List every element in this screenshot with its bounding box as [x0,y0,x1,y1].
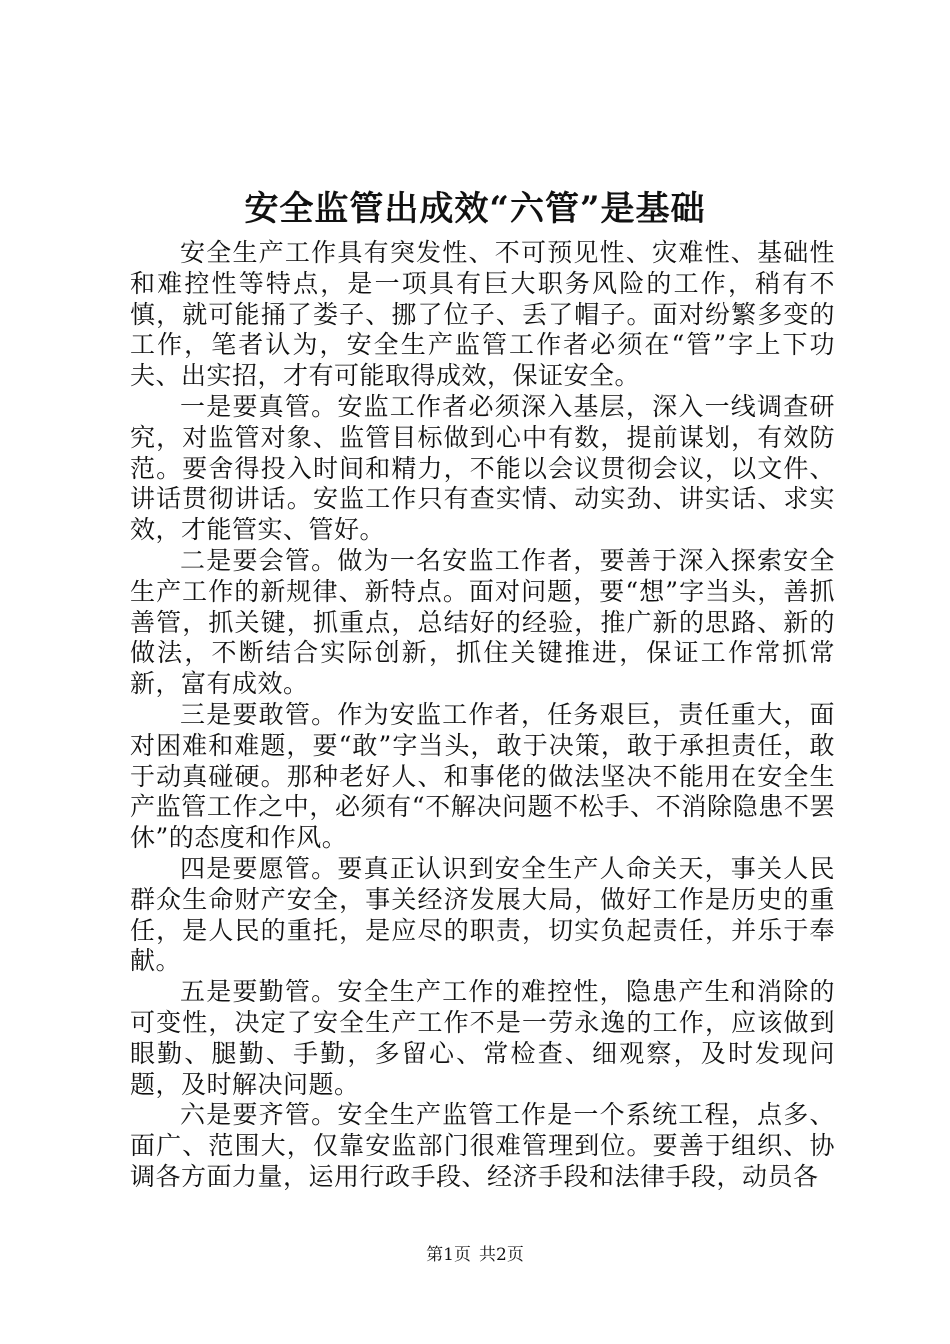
paragraph-qin-guan: 五是要勤管。安全生产工作的难控性，隐患产生和消除的可变性，决定了安全生产工作不是一劳永逸的工作，应该做到眼勤、腿勤、手勤，多留心、常检查、细观察，及时发现问题，及时解决问题。 [130,977,835,1099]
page-footer [0,1244,950,1266]
paragraph-intro: 安全生产工作具有突发性、不可预见性、灾难性、基础性和难控性等特点，是一项具有巨大职务风险的工作，稍有不慎，就可能捅了娄子、挪了位子、丢了帽子。面对纷繁多变的工作，笔者认为，安全生产监管工作者必须在“管”字上下功夫、出实招，才有可能取得成效，保证安全。 [130,238,835,391]
paragraph-gan-guan: 三是要敢管。作为安监工作者，任务艰巨，责任重大，面对困难和难题，要“敢”字当头，敢于决策，敢于承担责任，敢于动真碰硬。那种老好人、和事佬的做法坚决不能用在安全生产监管工作之中，必须有“不解决问题不松手、不消除隐患不罢休”的态度和作风。 [130,699,835,853]
paragraph-zhen-guan: 一是要真管。安监工作者必须深入基层，深入一线调查研究，对监管对象、监管目标做到心中有数，提前谋划，有效防范。要舍得投入时间和精力，不能以会议贯彻会议，以文件、讲话贯彻讲话。安监工作只有查实情、动实劲、讲实话、求实效，才能管实、管好。 [130,391,835,545]
paragraph-yuan-guan: 四是要愿管。要真正认识到安全生产人命关天，事关人民群众生命财产安全，事关经济发展大局，做好工作是历史的重任，是人民的重托，是应尽的职责，切实负起责任，并乐于奉献。 [130,853,835,976]
page-number-total: 共2页 [479,1245,524,1265]
paragraph-qi-guan: 六是要齐管。安全生产监管工作是一个系统工程，点多、面广、范围大，仅靠安监部门很难管理到位。要善于组织、协调各方面力量，运用行政手段、经济手段和法律手段，动员各 [130,1100,835,1191]
paragraph-hui-guan: 二是要会管。做为一名安监工作者，要善于深入探索安全生产工作的新规律、新特点。面对问题，要“想”字当头，善抓善管，抓关键，抓重点，总结好的经验，推广新的思路、新的做法，不断结合实际创新，抓住关键推进，保证工作常抓常新，富有成效。 [130,545,835,699]
document-body [130,238,835,1193]
page-number-current: 第1页 [426,1245,471,1265]
document-title: 安全监管出成效“六管”是基础 [244,189,706,229]
